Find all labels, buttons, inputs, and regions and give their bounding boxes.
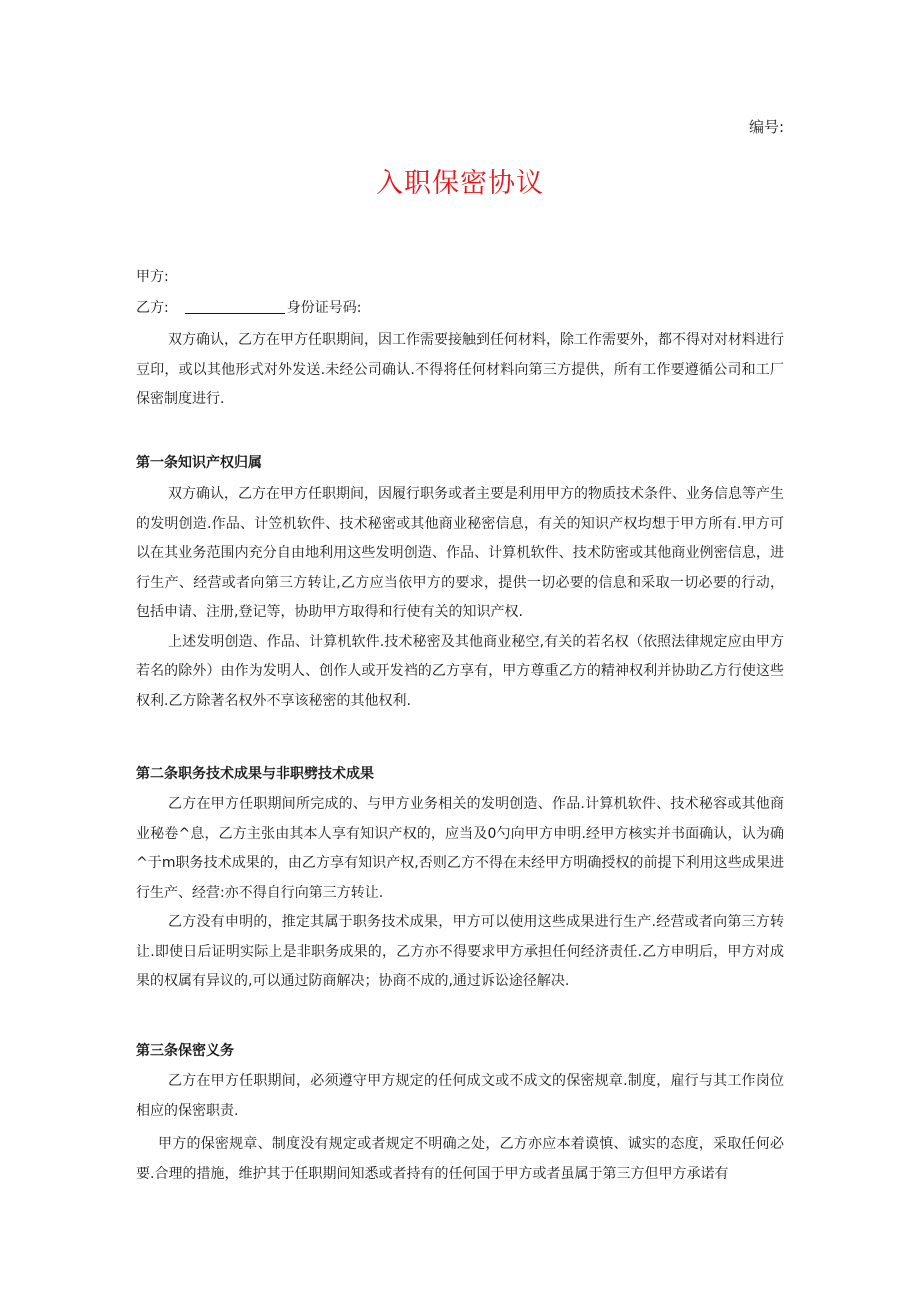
document-title: 入职保密协议 <box>376 168 544 199</box>
article-2-heading: 第二条职务技术成果与非职劈技术成果 <box>136 766 374 782</box>
intro-section <box>136 326 784 415</box>
article-2-paragraph-1: 乙方在甲方任职期间所完成的、与甲方业务相关的发明创造、作品.计算机软件、技术秘容或其他商业秘卷^息，乙方主张由其本人享有知识产权的，应当及0勺向甲方申明.经甲方核实并书面确认，认为确^于m职务技术成果的，由乙方享有知识产权,否则乙方不得在未经甲方明确授权的前提下利用这些成果进行生产、经营:亦不得自行向第三方转让. <box>136 796 784 901</box>
party-a-line <box>136 266 169 288</box>
article-1-paragraph-2: 上述发明创造、作品、计算机软件.技术秘密及其他商业秘空,有关的若名权（依照法律规定应由甲方若名的除外）由作为发明人、创作人或开发裆的乙方享有，甲方尊重乙方的精神权利并协助乙方行使这些权利.乙方除著名权外不享该秘密的其他权利. <box>136 633 784 709</box>
intro-paragraph: 双方确认，乙方在甲方任职期间，因工作需要接触到任何材料，除工作需要外，都不得对对材料进行豆印，或以其他形式对外发送.未经公司确认.不得将任何材料向第三方提供，所有工作要遵循公司和工厂保密制度进行. <box>136 332 784 407</box>
id-number-label: 身份证号码: <box>286 300 362 316</box>
article-3-heading: 第三条保密义务 <box>136 1043 234 1059</box>
article-3-paragraph-1: 乙方在甲方任职期间，必须遵守甲方规定的任何成文或不成文的保密规章.制度，雇行与其工作岗位相应的保密职责. <box>136 1073 784 1119</box>
article-1-heading: 第一条知识产权归属 <box>136 455 262 471</box>
party-b-label: 乙方: <box>136 300 169 316</box>
article-3-paragraph-2: 甲方的保密规章、制度没有规定或者规定不明确之处，乙方亦应本着谟慎、诚实的态度，采取任何必要.合理的措施，维护其于任职期间知悉或者持有的任何国于甲方或者虽属于第三方但甲方承诺有 <box>136 1136 784 1182</box>
document-number-label: 编号: <box>749 118 785 136</box>
article-1-body <box>136 480 784 716</box>
party-b-name-blank <box>185 299 285 314</box>
article-1-paragraph-1: 双方确认，乙方在甲方任职期间，因履行职务或者主要是利用甲方的物质技术条件、业务信息等产生的发明创造.作品、计笠机软件、技术秘密或其他商业秘密信息，有关的知识产权均想于甲方所有.甲方可以在其业务范围内充分自由地利用这些发明创造、作品、计算机软件、技术防密或其他商业例密信息，进行生产、经营或者向第三方转让,乙方应当依甲方的要求，提供一切必要的信息和采取一切必要的行动，包括申请、注册,登记等，协助甲方取得和行使有关的知识产权. <box>136 486 784 620</box>
article-3-body <box>136 1067 784 1189</box>
party-a-label: 甲方: <box>136 269 169 285</box>
article-2-paragraph-2: 乙方没有申明的，推定其属于职务技术成果，甲方可以使用这些成果进行生产.经营或者向第三方转让.即使日后证明实际上是非职务成果的，乙方亦不得要求甲方承担任何经济责任.乙方申明后，甲方对成果的权属有异议的,可以通过防商解决；协商不成的,通过诉讼途径解决. <box>136 914 784 989</box>
article-2-body <box>136 790 784 997</box>
party-b-line <box>136 297 361 319</box>
